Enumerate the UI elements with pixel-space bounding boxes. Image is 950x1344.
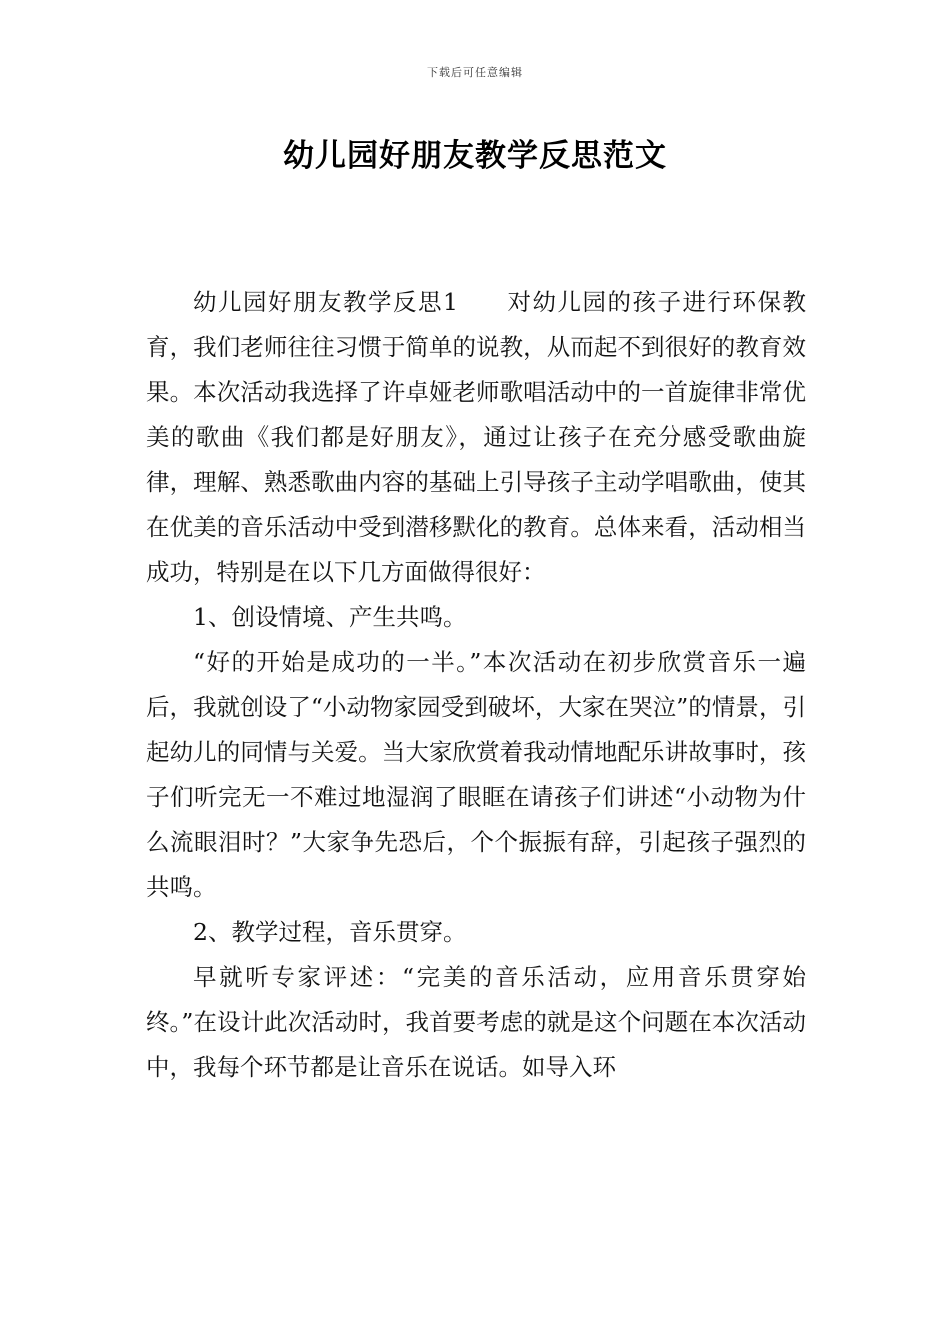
paragraph-5: 早就听专家评述：“完美的音乐活动，应用音乐贯穿始终。”在设计此次活动时，我首要考虑的就是这个问题在本次活动中，我每个环节都是让音乐在说话。如导入环 (146, 963, 806, 1081)
paragraph-2: 1、创设情境、产生共鸣。 (193, 603, 467, 631)
paragraph-1 (146, 280, 806, 595)
document-title: 幼儿园好朋友教学反思范文 (283, 138, 667, 174)
paragraph-3: “好的开始是成功的一半。”本次活动在初步欣赏音乐一遍后，我就创设了“小动物家园受到破坏，大家在哭泣”的情景，引起幼儿的同情与关爱。当大家欣赏着我动情地配乐讲故事时，孩子们听完无一不难过地湿润了眼眶在请孩子们讲述“小动物为什么流眼泪时？”大家争先恐后，个个振振有辞，引起孩子强烈的共鸣。 (146, 648, 806, 901)
paragraph-1-text: 对幼儿园的孩子进行环保教育，我们老师往往习惯于简单的说教，从而起不到很好的教育效果。本次活动我选择了许卓娅老师歌唱活动中的一首旋律非常优美的歌曲《我们都是好朋友》，通过让孩子在充分感受歌曲旋律，理解、熟悉歌曲内容的基础上引导孩子主动学唱歌曲，使其在优美的音乐活动中受到潜移默化的教育。总体来看，活动相当成功，特别是在以下几方面做得很好： (146, 288, 807, 586)
paragraph-1-heading: 幼儿园好朋友教学反思1 (193, 288, 458, 316)
paragraph-4: 2、教学过程，音乐贯穿。 (193, 918, 467, 946)
header-note: 下载后可任意编辑 (427, 66, 523, 79)
document-body (146, 280, 806, 1090)
